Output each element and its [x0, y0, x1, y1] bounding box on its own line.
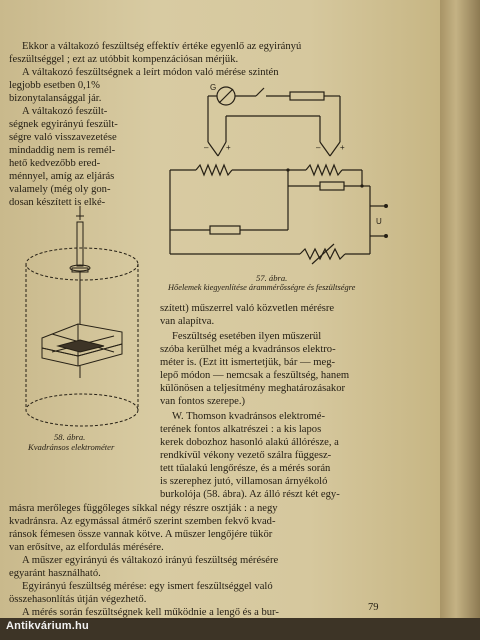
text-line: A váltakozó feszültségnek a leírt módon való mérése szintén — [22, 67, 279, 78]
figure-57-circuit-diagram — [160, 76, 400, 272]
text-line: szóba kerülhet még a kvadránsos elektro- — [160, 344, 336, 355]
label-plus-left: + — [226, 143, 231, 152]
text-line: W. Thomson kvadránsos elektromé- — [172, 411, 325, 422]
text-line: méter is. (Ezt itt ismertetjük, bár — meg- — [160, 357, 336, 368]
figure-58-electrometer-drawing — [22, 206, 154, 430]
text-line: van alapítva. — [160, 316, 215, 327]
text-line: legjobb esetben 0,1% — [9, 80, 100, 91]
figure-58-number: 58. ábra. — [54, 432, 86, 442]
text-line: ménnyel, amíg az eljárás — [9, 171, 115, 182]
text-line: kvadránsra. Az egymással átmérő szerint szemben fekvő kvad- — [9, 516, 276, 527]
text-line: A váltakozó feszült- — [22, 106, 108, 117]
text-line: A mérés során feszültségnek kell működnie a lengő és a bur- — [22, 607, 279, 618]
text-line: másra merőleges függőleges síkkal négy részre osztják : a negy — [9, 503, 278, 514]
text-line: mindaddig nem is remél- — [9, 145, 116, 156]
text-line: A műszer egyirányú és váltakozó irányú feszültség mérésére — [22, 555, 279, 566]
figure-57-number: 57. ábra. — [256, 273, 288, 283]
text-line: hető kedvezőbb ered- — [9, 158, 101, 169]
text-line: is szerephez jutó, villamosan árnyékoló — [160, 476, 328, 487]
page-edge — [440, 0, 480, 640]
text-line: ségnek egyirányú feszült- — [9, 119, 118, 130]
text-line: bizonytalansággal jár. — [9, 93, 102, 104]
label-u: U — [376, 217, 382, 226]
text-line: burkolója (58. ábra). Az álló részt két egy- — [160, 489, 340, 500]
text-line: tett tűalakú lengőrésze, és a mérés során — [160, 463, 331, 474]
text-line: különösen a teljesítmény meghatározásakor — [160, 383, 346, 394]
text-line: lepő módon — nemcsak a feszültség, hanem — [160, 370, 350, 381]
figure-57-caption: Hőelemek kiegyenlítése árammérősségre és feszültségre — [168, 283, 356, 292]
text-line: van erősítve, az elfordulás mérésére. — [9, 542, 164, 553]
text-line: kerek dobozhoz hasonló alakú állórésze, a — [160, 437, 339, 448]
text-line: összehasonlítás útján végezhető. — [9, 594, 147, 605]
label-minus-right: – — [316, 143, 321, 152]
text-line: dosan készített is elké- — [9, 197, 106, 208]
text-line: egyaránt használható. — [9, 568, 101, 579]
text-line: valamely (még oly gon- — [9, 184, 111, 195]
text-line: feszültséggel ; ezt az utóbbit kompenzációsan mérjük. — [9, 54, 239, 65]
page-number: 79 — [368, 602, 379, 613]
watermark-text: Antikvárium.hu — [6, 620, 89, 632]
text-line: Egyirányú feszültség mérése: egy ismert feszültséggel való — [22, 581, 273, 592]
text-line: ségre való visszavezetése — [9, 132, 117, 143]
text-line: van fontos szerepe.) — [160, 396, 246, 407]
label-plus-right: + — [340, 143, 345, 152]
figure-58-caption: Kvadránsos elektrométer — [28, 442, 115, 452]
label-minus-left: – — [204, 143, 209, 152]
text-line: Feszültség esetében ilyen műszerül — [172, 331, 322, 342]
text-line: ránsok fémesen össze vannak kötve. A műszer lengőjére tükör — [9, 529, 273, 540]
text-line: terének fontos alkatrészei : a kis lapos — [160, 424, 322, 435]
text-line: rendkívül vékony vezető szálra függesz- — [160, 450, 332, 461]
text-line: szített) műszerrel való közvetlen mérésre — [160, 303, 335, 314]
label-g: G — [210, 83, 217, 92]
text-line: Ekkor a váltakozó feszültség effektív értéke egyenlő az egyirányú — [22, 41, 302, 52]
